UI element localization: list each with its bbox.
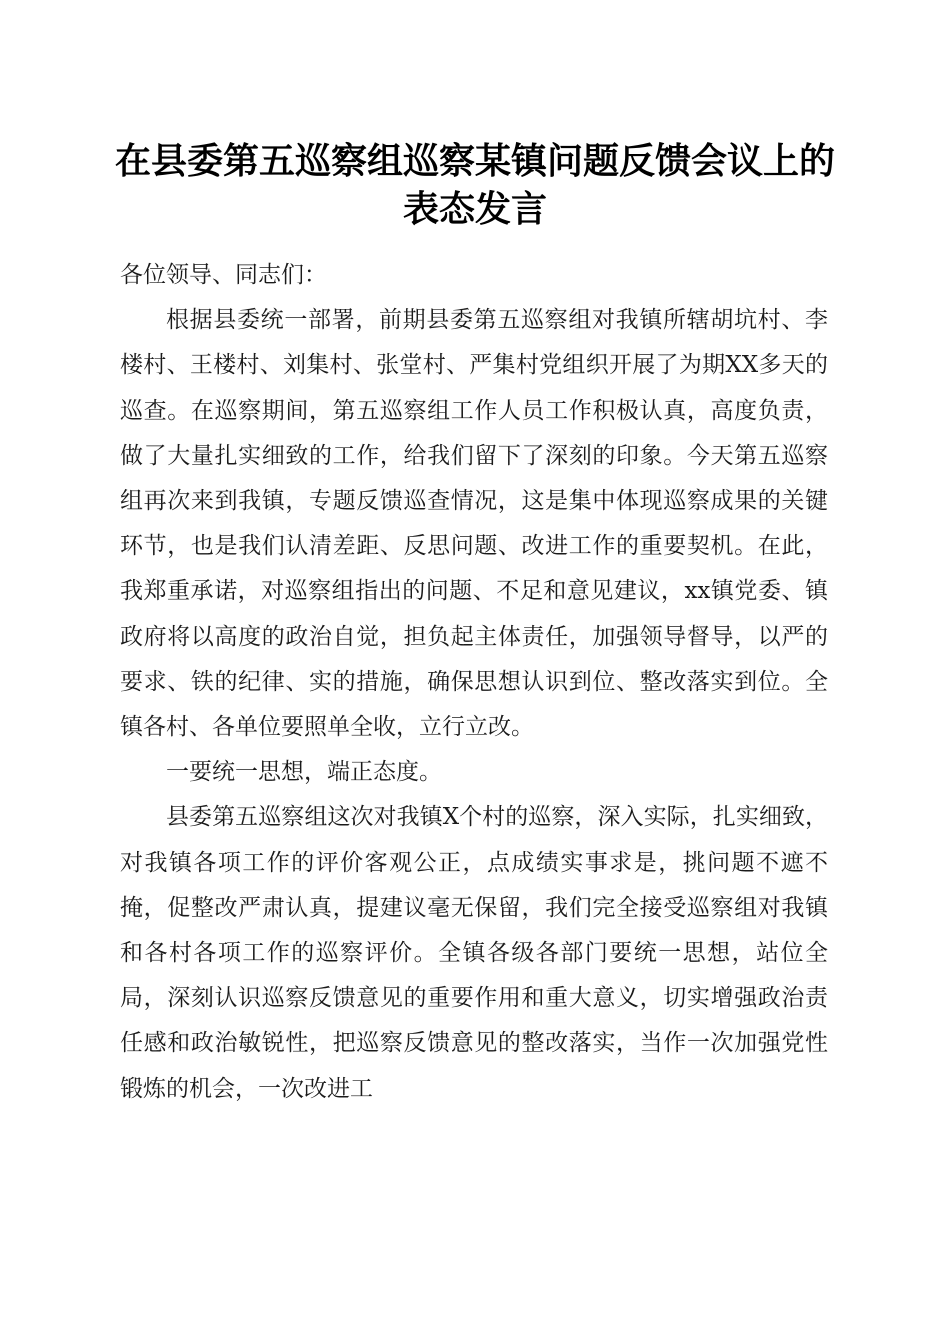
document-title: 在县委第五巡察组巡察某镇问题反馈会议上的表态发言	[114, 140, 835, 230]
document-body	[120, 253, 828, 1112]
paragraph: 根据县委统一部署，前期县委第五巡察组对我镇所辖胡坑村、李楼村、王楼村、刘集村、张堂村、严集村党组织开展了为期XX多天的巡查。在巡察期间，第五巡察组工作人员工作积极认真，高度负责，做了大量扎实细致的工作，给我们留下了深刻的印象。今天第五巡察组再次来到我镇，专题反馈巡查情况，这是集中体现巡察成果的关键环节，也是我们认清差距、反思问题、改进工作的重要契机。在此，我郑重承诺，对巡察组指出的问题、不足和意见建议，xx镇党委、镇政府将以高度的政治自觉，担负起主体责任，加强领导督导，以严的要求、铁的纪律、实的措施，确保思想认识到位、整改落实到位。全镇各村、各单位要照单全收，立行立改。	[120, 307, 828, 741]
paragraph: 县委第五巡察组这次对我镇X个村的巡察，深入实际，扎实细致，对我镇各项工作的评价客观公正，点成绩实事求是，挑问题不遮不掩，促整改严肃认真，提建议毫无保留，我们完全接受巡察组对我镇和各村各项工作的巡察评价。全镇各级各部门要统一思想，站位全局，深刻认识巡察反馈意见的重要作用和重大意义，切实增强政治责任感和政治敏锐性，把巡察反馈意见的整改落实，当作一次加强党性锻炼的机会，一次改进工	[120, 804, 828, 1102]
salutation: 各位领导、同志们：	[120, 262, 327, 288]
section-heading: 一要统一思想，端正态度。	[166, 759, 442, 786]
